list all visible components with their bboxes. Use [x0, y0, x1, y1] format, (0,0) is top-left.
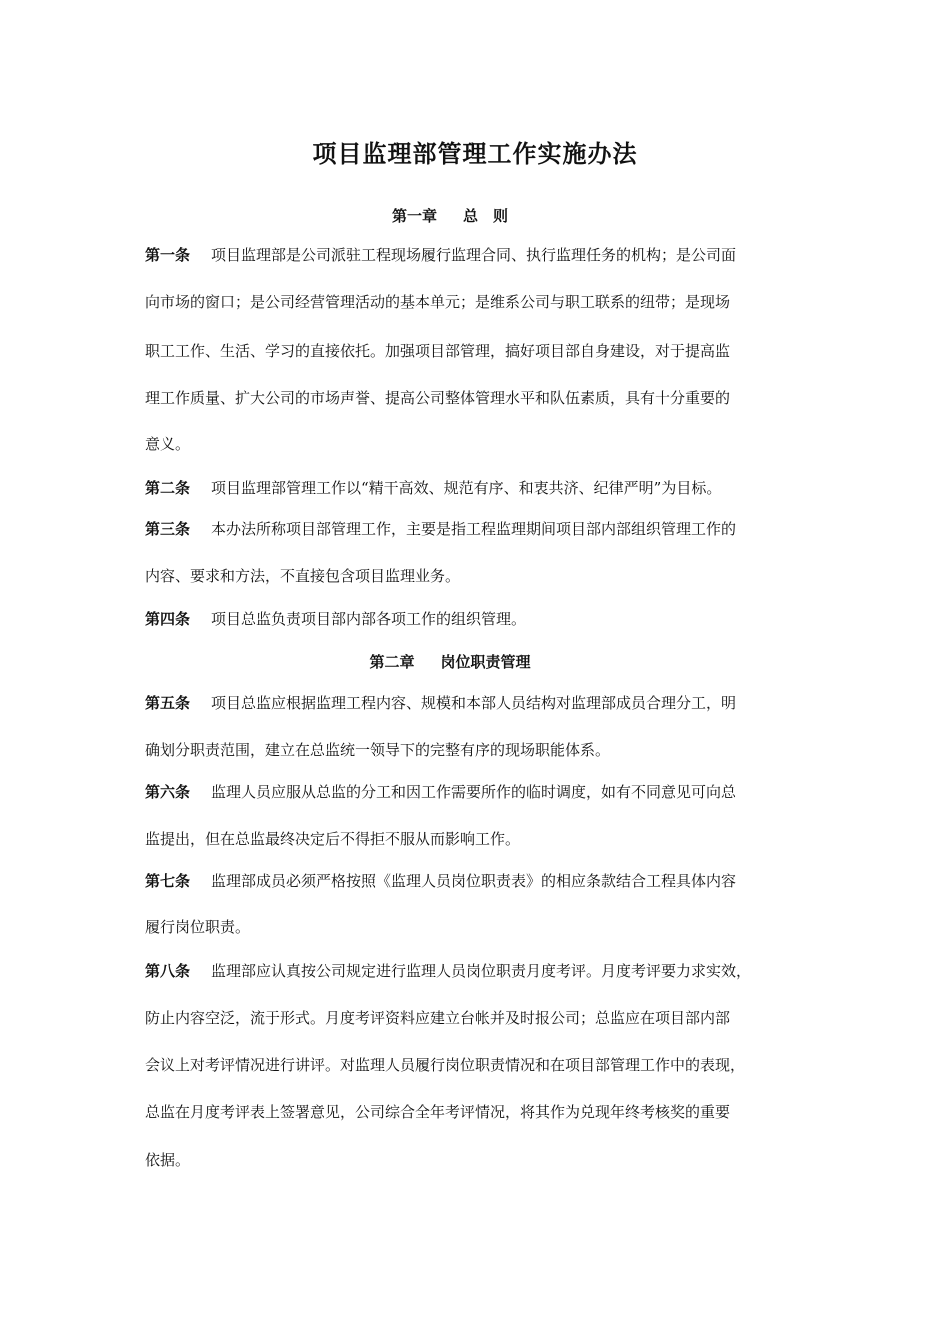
article-line: 总监在月度考评表上签署意见，公司综合全年考评情况，将其作为兑现年终考核奖的重要	[145, 1103, 731, 1121]
article-label: 第二条	[145, 479, 191, 497]
article-line: 依据。	[145, 1151, 191, 1169]
article-text: 监理人员应服从总监的分工和因工作需要所作的临时调度，如有不同意见可向总	[211, 783, 737, 801]
article-line	[145, 782, 813, 802]
article-line: 内容、要求和方法，不直接包含项目监理业务。	[145, 567, 461, 585]
article-line	[145, 871, 813, 891]
chapter-name: 总 则	[463, 207, 509, 225]
article-line	[145, 245, 813, 265]
document-title: 项目监理部管理工作实施办法	[312, 139, 638, 168]
article-text: 项目监理部是公司派驻工程现场履行监理合同、执行监理任务的机构；是公司面	[211, 246, 737, 264]
article-text: 监理部成员必须严格按照《监理人员岗位职责表》的相应条款结合工程具体内容	[211, 872, 737, 890]
article-line	[145, 519, 813, 539]
article-label: 第五条	[145, 694, 191, 712]
chapter-label: 第一章	[391, 207, 437, 225]
article-line: 防止内容空泛，流于形式。月度考评资料应建立台帐并及时报公司；总监应在项目部内部	[145, 1009, 731, 1027]
article-line	[145, 961, 813, 981]
article-line: 向市场的窗口；是公司经营管理活动的基本单元；是维系公司与职工联系的纽带；是现场	[145, 293, 731, 311]
chapter-name: 岗位职责管理	[440, 653, 531, 671]
article-label: 第四条	[145, 610, 191, 628]
article-line: 意义。	[145, 435, 191, 453]
chapter-heading	[0, 205, 900, 226]
article-label: 第三条	[145, 520, 191, 538]
article-line: 职工工作、生活、学习的直接依托。加强项目部管理，搞好项目部自身建设，对于提高监	[145, 342, 731, 360]
article-text: 本办法所称项目部管理工作，主要是指工程监理期间项目部内部组织管理工作的	[211, 520, 737, 538]
chapter-heading	[0, 651, 900, 672]
article-label: 第一条	[145, 246, 191, 264]
article-text: 项目总监应根据监理工程内容、规模和本部人员结构对监理部成员合理分工，明	[211, 694, 737, 712]
article-line	[145, 693, 813, 713]
article-line: 履行岗位职责。	[145, 918, 251, 936]
article-line: 确划分职责范围，建立在总监统一领导下的完整有序的现场职能体系。	[145, 741, 611, 759]
article-text: 监理部应认真按公司规定进行监理人员岗位职责月度考评。月度考评要力求实效，	[211, 962, 752, 980]
article-line	[145, 609, 813, 629]
article-line: 会议上对考评情况进行讲评。对监理人员履行岗位职责情况和在项目部管理工作中的表现，	[145, 1056, 746, 1074]
article-label: 第六条	[145, 783, 191, 801]
article-line: 理工作质量、扩大公司的市场声誉、提高公司整体管理水平和队伍素质，具有十分重要的	[145, 389, 731, 407]
article-text: 项目总监负责项目部内部各项工作的组织管理。	[211, 610, 527, 628]
chapter-label: 第二章	[369, 653, 415, 671]
article-line: 监提出，但在总监最终决定后不得拒不服从而影响工作。	[145, 830, 521, 848]
article-text: 项目监理部管理工作以“精干高效、规范有序、和衷共济、纪律严明”为目标。	[211, 479, 722, 497]
article-line	[145, 478, 813, 498]
article-label: 第七条	[145, 872, 191, 890]
article-label: 第八条	[145, 962, 191, 980]
